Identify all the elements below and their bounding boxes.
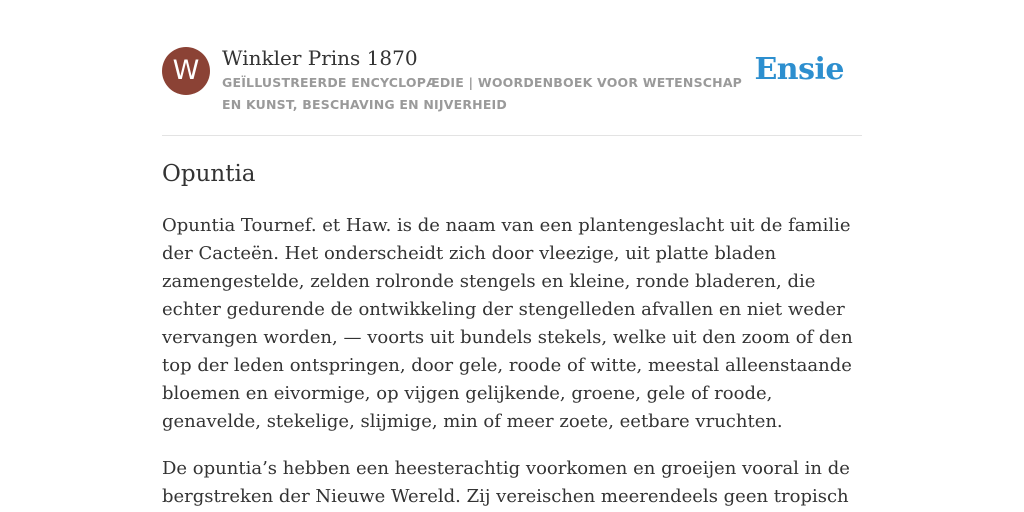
page-title: Opuntia <box>162 161 256 187</box>
ensie-logo[interactable]: Ensie <box>754 52 844 87</box>
article-body <box>162 212 864 512</box>
source-header <box>162 46 862 136</box>
header-divider <box>162 135 862 136</box>
avatar[interactable]: W <box>162 47 210 95</box>
source-title[interactable]: Winkler Prins 1870 <box>222 46 418 70</box>
article-paragraph: De opuntia’s hebben een heesterachtig voorkomen en groeijen vooral in de bergstreken der Nieuwe Wereld. Zij vereischen meerendeels geen tropisch <box>162 458 850 507</box>
source-subtitle: GEÏLLUSTREERDE ENCYCLOPÆDIE | WOORDENBOEK VOOR WETENSCHAP EN KUNST, BESCHAVING EN NIJVERHEID <box>222 75 743 112</box>
article-paragraph: Opuntia Tournef. et Haw. is de naam van een plantengeslacht uit de familie der Cacteën. Het onderscheidt zich door vleezige, uit platte bladen zamengestelde, zelden rolronde stengels en kleine, ronde bladeren, die echter gedurende de ontwikkeling der stengelleden afvallen en niet weder vervangen worden, — voorts uit bundels stekels, welke uit den zoom of den top der leden ontspringen, door gele, roode of witte, meestal alleenstaande bloemen en eivormige, op vijgen gelijkende, groene, gele of roode, genavelde, stekelige, slijmige, min of meer zoete, eetbare vruchten. <box>162 215 853 432</box>
